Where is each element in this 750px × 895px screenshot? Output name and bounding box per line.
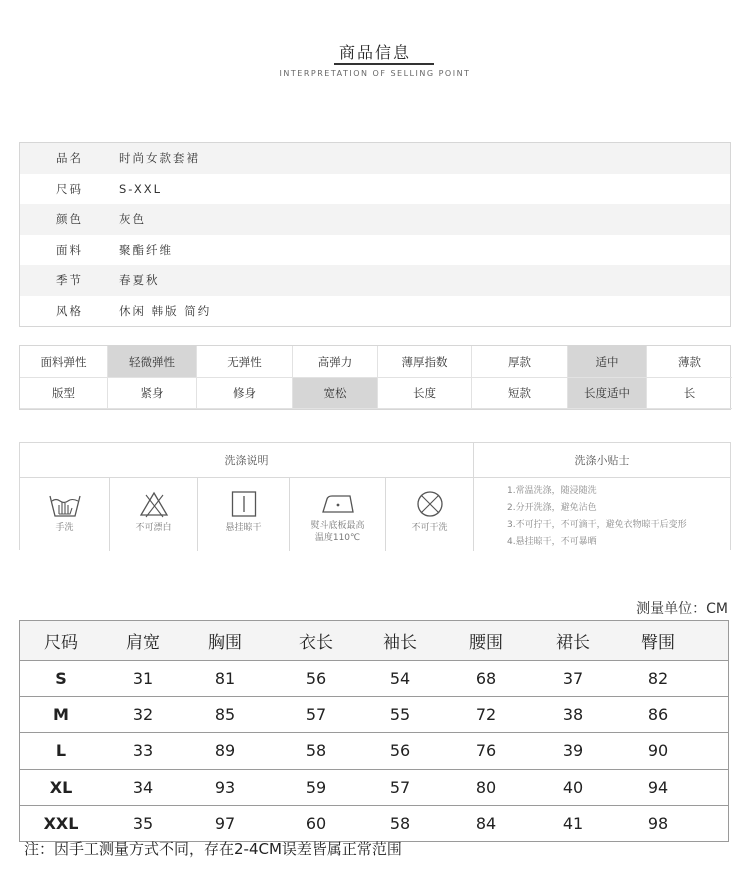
attr-option: 修身 [197,378,293,409]
column-header: 尺码 [44,633,78,653]
column-header: 肩宽 [126,633,160,653]
table-cell: 41 [562,813,584,833]
table-cell: 57 [389,777,411,797]
info-label: 季节 [56,273,83,288]
wash-symbol-label: 熨斗底板最高 温度110℃ [310,521,365,543]
table-row [20,806,728,842]
hang-dry-icon [231,490,257,518]
table-cell: 32 [132,705,154,725]
measurement-note: 注：因手工测量方式不同，存在2-4CM误差皆属正常范围 [24,840,402,858]
wash-symbol-cell [20,478,110,551]
table-cell: 33 [132,741,154,761]
length-label: 长度 [378,378,472,409]
wash-symbol-cell [110,478,198,551]
table-row [20,661,728,697]
info-value: S-XXL [119,181,163,196]
info-row [20,296,730,327]
table-cell: 31 [132,669,154,689]
attr-option: 短款 [472,378,568,409]
info-row [20,174,730,205]
thickness-label: 薄厚指数 [378,346,472,378]
wash-symbol-cell [290,478,386,551]
product-info-table [19,142,731,327]
info-row [20,143,730,174]
table-cell: 89 [214,741,236,761]
hand-wash-icon [48,490,82,518]
title-underline [334,63,434,65]
info-value: 聚酯纤维 [119,242,173,257]
wash-symbol-cell [198,478,290,551]
tip-item: 2.分开洗涤，避免沾色 [507,503,597,513]
column-header: 裙长 [556,633,590,653]
table-row [20,697,728,733]
info-value: 时尚女款套裙 [119,151,200,166]
table-cell: 93 [214,777,236,797]
size-cell: M [53,705,69,725]
info-label: 颜色 [56,212,83,227]
no-bleach-icon [139,490,169,518]
attr-option: 宽松 [293,378,378,409]
measurement-unit: 测量单位：CM [636,601,728,617]
column-header: 臀围 [641,633,675,653]
attr-option: 适中 [568,346,647,378]
tip-item: 3.不可拧干，不可滴干，避免衣物晾干后变形 [507,520,687,530]
fit-attribute-table [19,345,731,410]
wash-symbol-label: 悬挂晾干 [225,523,262,533]
washing-tips-title: 洗涤小贴士 [474,443,730,478]
column-header: 胸围 [208,633,242,653]
size-chart-table [19,620,729,842]
info-value: 春夏秋 [119,273,160,288]
tip-item: 1.常温洗涤，随浸随洗 [507,486,597,496]
wash-symbol-label: 不可漂白 [135,523,172,533]
fabric-elasticity-label: 面料弹性 [20,346,108,378]
table-cell: 56 [305,669,327,689]
table-cell: 56 [389,741,411,761]
info-row [20,204,730,235]
wash-symbol-cell [386,478,474,551]
info-row [20,235,730,266]
table-cell: 60 [305,813,327,833]
table-cell: 94 [647,777,669,797]
info-label: 风格 [56,303,83,318]
attr-option: 紧身 [108,378,197,409]
info-value: 休闲 韩版 简约 [119,303,212,318]
table-cell: 72 [475,705,497,725]
table-cell: 86 [647,705,669,725]
attr-option: 长度适中 [568,378,647,409]
fit-type-label: 版型 [20,378,108,409]
table-cell: 54 [389,669,411,689]
table-cell: 35 [132,813,154,833]
attr-option: 高弹力 [293,346,378,378]
table-cell: 40 [562,777,584,797]
table-cell: 38 [562,705,584,725]
size-cell: XXL [43,813,79,833]
table-cell: 85 [214,705,236,725]
table-cell: 81 [214,669,236,689]
column-header: 袖长 [383,633,417,653]
table-cell: 80 [475,777,497,797]
table-cell: 58 [389,813,411,833]
info-label: 面料 [56,242,83,257]
table-cell: 57 [305,705,327,725]
attr-option: 长 [647,378,732,409]
washing-title: 洗涤说明 [20,443,474,478]
table-cell: 84 [475,813,497,833]
table-cell: 90 [647,741,669,761]
size-table-header [20,621,728,661]
wash-symbol-label: 不可干洗 [411,523,448,533]
size-cell: L [55,741,67,761]
table-cell: 39 [562,741,584,761]
section-title: 商品信息 [338,43,411,62]
size-cell: XL [49,777,73,797]
table-cell: 34 [132,777,154,797]
column-header: 腰围 [469,633,503,653]
info-label: 尺码 [56,181,83,196]
column-header: 衣长 [299,633,333,653]
tip-item: 4.悬挂晾干，不可暴晒 [507,537,597,547]
section-subtitle: INTERPRETATION OF SELLING POINT [279,69,471,78]
info-row [20,265,730,296]
table-row [20,770,728,806]
attr-option: 无弹性 [197,346,293,378]
wash-symbol-label: 手洗 [55,523,74,533]
attr-option: 轻微弹性 [108,346,197,378]
no-dry-clean-icon [415,490,445,518]
washing-tips-list [507,483,727,551]
table-cell: 59 [305,777,327,797]
table-cell: 97 [214,813,236,833]
table-cell: 82 [647,669,669,689]
info-value: 灰色 [119,212,146,227]
table-row [20,733,728,769]
iron-icon [320,490,356,516]
table-cell: 55 [389,705,411,725]
attr-option: 厚款 [472,346,568,378]
table-cell: 68 [475,669,497,689]
table-cell: 76 [475,741,497,761]
attr-option: 薄款 [647,346,732,378]
size-cell: S [55,669,67,689]
table-cell: 37 [562,669,584,689]
washing-section [19,442,731,550]
info-label: 品名 [56,151,83,166]
table-cell: 58 [305,741,327,761]
table-cell: 98 [647,813,669,833]
